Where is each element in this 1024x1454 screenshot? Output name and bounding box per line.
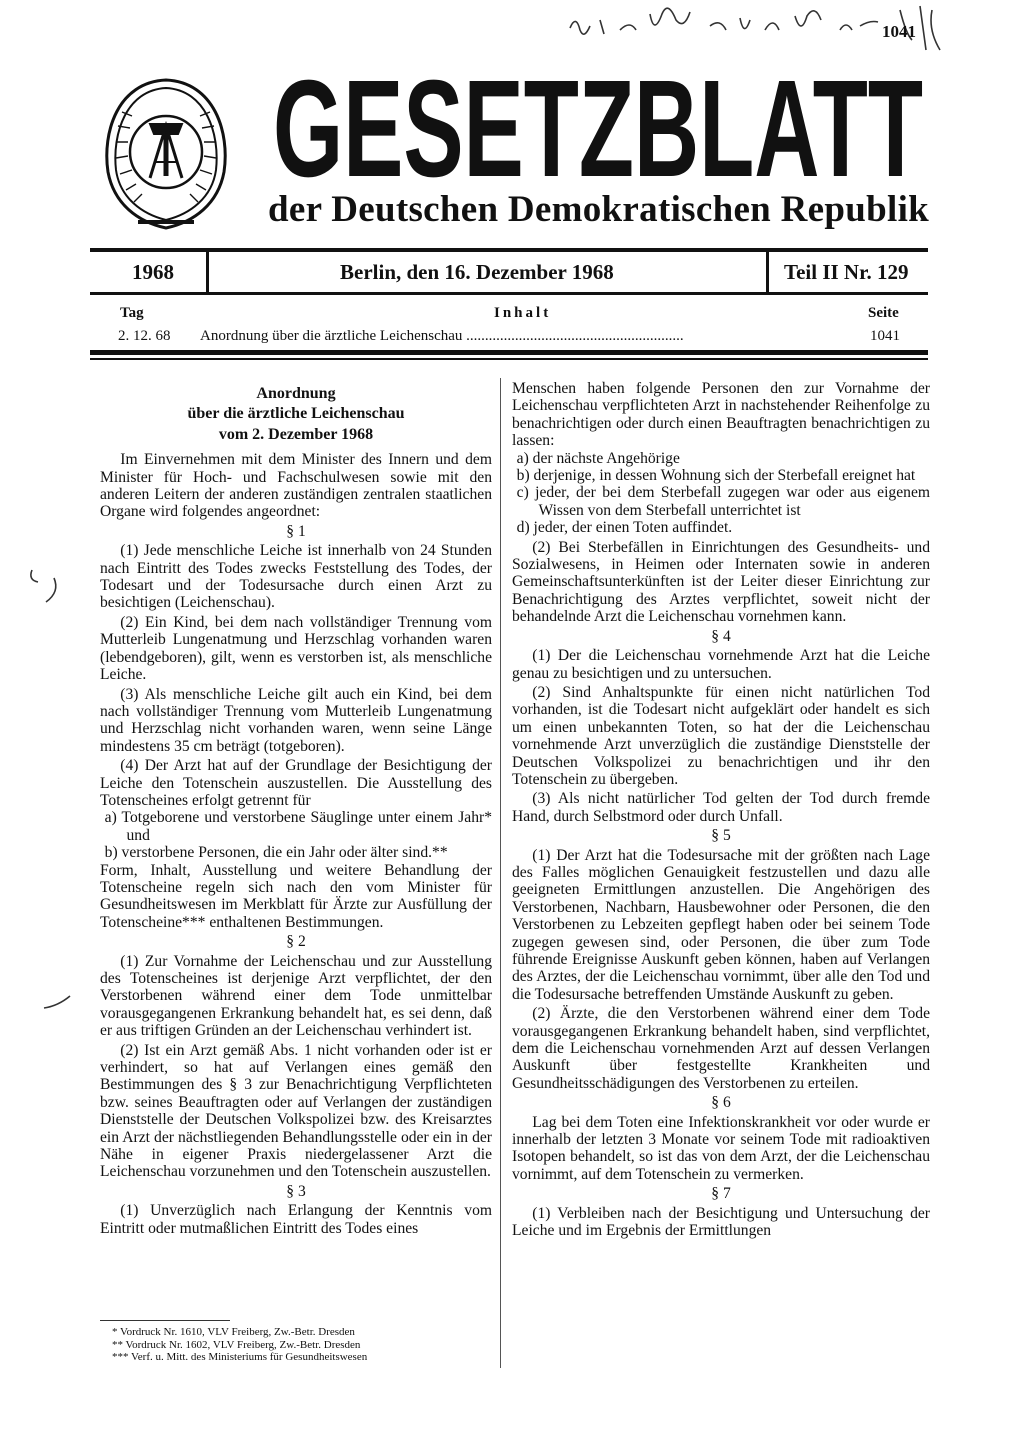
- footnotes: [112, 1326, 492, 1364]
- issue-divider-right: [766, 252, 769, 292]
- margin-mark: [28, 560, 68, 610]
- contents-rule: [90, 350, 928, 355]
- s4-paragraph: (1) Der die Leichenschau vornehmende Arzt hat die Leiche genau zu besichtigen und zu untersuchen.: [512, 647, 930, 682]
- masthead-title: [268, 64, 928, 194]
- s1-paragraph: Form, Inhalt, Ausstellung und weitere Behandlung der Totenscheine regeln sich nach den vom Minister für Gesundheitswesen im Merkblatt für Ärzte zur Ausfüllung der Totenscheine*** enthaltenen Bestimmungen.: [100, 861, 492, 931]
- s4-paragraph: (2) Sind Anhaltspunkte für einen nicht natürlichen Tod vorhanden, ist die Todesart nicht aufgeklärt oder handelt es sich um einen unbekannten Toten, so hat der die Leichenschau vornehmende Arzt unverzüglich die zuständige Dienststelle der Deutschen Volkspolizei zu benachrichtigen und ihr den Totenschein zu übergeben.: [512, 683, 930, 788]
- contents-col-page: Seite: [868, 305, 899, 321]
- s3-paragraph: (2) Bei Sterbefällen in Einrichtungen des Gesundheits- und Sozialwesens, in Heimen oder Internaten sowie in anderen Gemeinschaftsunterkünften ist der Leiter dieser Einrichtung zur Benachrichtigung des Arztes verpflichtet, soweit nicht der behandelnde Arzt die Leichenschau vornehmen kann.: [512, 538, 930, 626]
- issue-bar-top-rule: [90, 248, 928, 252]
- section-2-label: § 2: [286, 933, 306, 951]
- article-heading-line3: vom 2. Dezember 1968: [218, 425, 374, 443]
- footnote-rule: [100, 1320, 230, 1321]
- issue-bar-bottom-rule: [90, 292, 928, 295]
- contents-col-day: Tag: [120, 305, 144, 321]
- state-emblem-icon: [98, 72, 234, 240]
- issue-place-date: Berlin, den 16. Dezember 1968: [340, 260, 614, 284]
- s1-paragraph: (3) Als menschliche Leiche gilt auch ein Kind, bei dem nach vollständiger Trennung vom Mutterleib Lungenatmung und Herzschlag nicht vorhanden waren, wenn seine Länge mindestens 35 cm beträgt (totgeboren).: [100, 685, 492, 755]
- section-1-label: § 1: [286, 522, 306, 540]
- column-divider: [500, 378, 501, 1368]
- section-4-label: § 4: [711, 627, 731, 645]
- s5-paragraph: (1) Der Arzt hat die Todesursache mit der größten nach Lage des Falles möglichen Genauigkeit festzustellen und dazu alle geeigneten Ermittlungen anzustellen. Die Angehörigen des Verstorbenen, Nachbarn, Hausbewohner oder Personen, die den Verstorbenen zu Lebzeiten gepflegt haben oder bei seinem Tode zugegen gewesen sind, oder Personen, die über zum Tode führende Ereignisse Auskunft geben können, haben auf Verlangen des Arztes, der die Leichenschau vornimmt, über alle den Tod und die Todesursache betreffenden Umstände Auskunft zu geben.: [512, 846, 930, 1003]
- s6-paragraph: Lag bei dem Toten eine Infektionskrankheit vor oder wurde er innerhalb der letzten 3 Monate vor seinem Tode mit radioaktiven Isotopen behandelt, so ist das von dem Arzt, der die Leichenschau vornimmt, auf dem Totenschein zu vermerken.: [512, 1113, 930, 1183]
- section-3-label: § 3: [286, 1182, 306, 1200]
- svg-text:GESETZBLATT: GESETZBLATT: [273, 64, 923, 194]
- s3-list-item: b) derjenige, in dessen Wohnung sich der Sterbefall ereignet hat: [516, 467, 916, 485]
- s3-list-item: a) der nächste Angehörige: [516, 449, 680, 467]
- masthead-subtitle: der Deutschen Demokratischen Republik: [268, 189, 930, 230]
- footnote: *** Verf. u. Mitt. des Ministeriums für Gesundheitswesen: [112, 1351, 368, 1363]
- s4-paragraph: (3) Als nicht natürlicher Tod gelten der Tod durch fremde Hand, durch Selbstmord oder durch Unfall.: [512, 790, 930, 825]
- section-5-label: § 5: [711, 827, 731, 845]
- s1-list-item: a) Totgeborene und verstorbene Säuglinge unter einem Jahr* und: [104, 809, 492, 844]
- contents-entry-day: 2. 12. 68: [118, 328, 171, 344]
- issue-part: Teil II Nr. 129: [784, 260, 909, 284]
- section-7-label: § 7: [711, 1185, 731, 1203]
- page-number: 1041: [882, 22, 916, 41]
- s3-paragraph: (1) Unverzüglich nach Erlangung der Kenntnis vom Eintritt oder mutmaßlichen Eintritt des Todes eines: [100, 1202, 492, 1237]
- contents-entry-title: Anordnung über die ärztliche Leichenschau ..........................................................: [200, 328, 684, 344]
- s1-list-item: b) verstorbene Personen, die ein Jahr oder älter sind.**: [104, 844, 448, 862]
- section-6-label: § 6: [711, 1094, 731, 1112]
- s1-paragraph: (4) Der Arzt hat auf der Grundlage der Besichtigung der Leiche den Totenschein auszustellen. Die Ausstellung des Totenscheines erfolgt getrennt für: [100, 757, 492, 809]
- s1-paragraph: (2) Ein Kind, bei dem nach vollständiger Trennung vom Mutterleib Lungenatmung und Herzschlag vorhanden waren (lebendgeboren), gilt, wenn es verstorben ist, als menschliche Leiche.: [100, 613, 492, 684]
- issue-year: 1968: [132, 260, 174, 284]
- s7-paragraph: (1) Verbleiben nach der Besichtigung und Untersuchung der Leiche und im Ergebnis der Ermittlungen: [512, 1204, 930, 1240]
- article-heading: Anordnung: [256, 385, 336, 402]
- contents-col-title: Inhalt: [494, 305, 552, 321]
- s3-list-item: d) jeder, der einen Toten auffindet.: [516, 519, 733, 537]
- s1-paragraph: (1) Jede menschliche Leiche ist innerhalb von 24 Stunden nach Eintritt des Todes zwecks Feststellung des Todes, der Todesart und der Todesursache durch einen Arzt zu besichtigen (Leichenschau).: [100, 542, 492, 612]
- preamble: Im Einvernehmen mit dem Minister des Innern und dem Minister für Hoch- und Fachschulwesen sowie mit den anderen Leitern der anderen zuständigen zentralen staatlichen Organe wird folgendes angeordnet:: [100, 451, 492, 521]
- s5-paragraph: (2) Ärzte, die den Verstorbenen während einer dem Tode vorausgegangenen Erkrankung behandelt haben, sind verpflichtet, dem die Leichenschau vornehmenden Arzt auf dessen Verlangen Auskunft über festgestellte Krankheiten und Gesundheitsschädigungen des Verstorbenen zu erteilen.: [512, 1005, 930, 1092]
- s3-list-item: c) jeder, der bei dem Sterbefall zugegen war oder aus eigenem Wissen von dem Sterbefall unterrichtet ist: [516, 484, 930, 519]
- footnote: ** Vordruck Nr. 1602, VLV Freiberg, Zw.-Betr. Dresden: [112, 1338, 361, 1351]
- right-column: [512, 380, 930, 1240]
- margin-mark: [40, 990, 80, 1020]
- left-column: [100, 382, 492, 1237]
- s2-paragraph: (2) Ist ein Arzt gemäß Abs. 1 nicht vorhanden oder ist er verhindert, so hat auf Verlangen eines gemäß den Bestimmungen des § 3 zur Benachrichtigung Verpflichteten bzw. seines Beauftragten oder auf Verlangen der zuständigen Dienststelle der Deutschen Volkspolizei bzw. des Kreisarztes ein Arzt der nächstliegenden Behandlungsstelle oder ein in der Nähe in eigener Praxis niedergelassener Arzt die Leichenschau vorzunehmen und den Totenschein auszustellen.: [100, 1041, 492, 1181]
- issue-divider-left: [206, 252, 209, 292]
- contents-entry-page: 1041: [870, 328, 900, 344]
- s2-paragraph: (1) Zur Vornahme der Leichenschau und zur Ausstellung des Totenscheines ist derjenige Arzt verpflichtet, der den Verstorbenen während einer dem Tode unmittelbar vorausgegangenen Erkrankung behandelt hat, es sei denn, daß er aus triftigen Gründen an der Leichenschau verhindert ist.: [100, 952, 492, 1040]
- article-heading-line2: über die ärztliche Leichenschau: [187, 405, 405, 423]
- footnote: * Vordruck Nr. 1610, VLV Freiberg, Zw.-Betr. Dresden: [112, 1326, 355, 1338]
- s3-paragraph-continued: Menschen haben folgende Personen den zur Vornahme der Leichenschau verpflichteten Arzt in nachstehender Reihenfolge zu benachrichtigen oder durch einen Beauftragten benachrichtigen zu lassen:: [512, 380, 930, 450]
- contents-rule-thin: [90, 358, 928, 360]
